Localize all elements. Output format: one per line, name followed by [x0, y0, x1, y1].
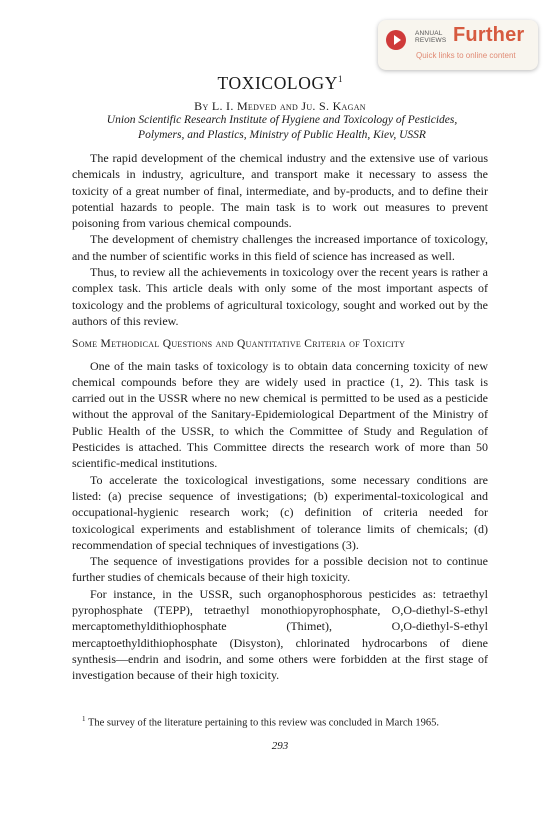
further-badge[interactable] — [378, 20, 538, 70]
paragraph: The development of chemistry challenges the increased importance of toxicology, and the number of scientific works in this field of science has increased as well. — [72, 232, 488, 263]
footnote-mark: 1 — [82, 715, 86, 723]
annual-reviews-logo — [415, 30, 446, 44]
paragraph: Thus, to review all the achievements in toxicology over the recent years is rather a complex task. This article deals with only some of the most important aspects of toxicology and the problems of agricultural toxicology, sought and worked out by the authors of this review. — [72, 265, 488, 328]
affiliation — [72, 113, 492, 143]
brand-line-annual: ANNUAL — [415, 30, 443, 37]
page-number: 293 — [271, 740, 289, 752]
article-title-text: TOXICOLOGY — [217, 73, 338, 93]
affiliation-line-1: Union Scientific Research Institute of Hygiene and Toxicology of Pesticides, — [106, 114, 458, 126]
paragraph: The rapid development of the chemical industry and the extensive use of various chemicals in industry, agriculture, and transport make it necessary to assess the toxicity of a great number of final, intermediate, and by-products, and to define their potential hazards to people. The main task is to work out measures to prevent poisoning from various chemical compounds. — [72, 151, 488, 231]
paragraph: For instance, in the USSR, such organophosphorous pesticides as: tetraethyl pyrophosphate (TEPP), tetraethyl monothiopyrophosphate, O,O-diethyl-S-ethyl mercaptomethyldithiophosphate (Thimet), O,O-diethyl-S-ethyl mercaptoethyldithiophosphate (Disyston), chlorinated hydrocarbons of diene synthesis—endrin and isodrin, and some others were forbidden at the first stage of investigation because of their high toxicity. — [72, 586, 488, 683]
article-body — [72, 150, 488, 684]
paragraph: To accelerate the toxicological investigations, some necessary conditions are listed: (a) precise sequence of investigations; (b) experimental-toxicological and occupational-hygienic research work; (c) definition of criteria needed for toxicological experiments and establishment of tolerance limits of chemicals; (d) recommendation of special techniques of investigations (3). — [72, 472, 488, 552]
further-label: Further — [453, 24, 525, 46]
footnote-text: The survey of the literature pertaining to this review was concluded in March 1965. — [87, 717, 439, 729]
article-title — [0, 73, 560, 94]
paragraph: One of the main tasks of toxicology is to obtain data concerning toxicity of new chemical compounds before they are widely used in practice (1, 2). This task is carried out in the USSR where no new chemical is permitted to be used as a pesticide without the approval of the Sanitary-Epidemiological Department of the Ministry of Public Health of the USSR, to which the Committee of Study and Regulation of Pesticides is attached. This Committee directs the research work of more than 50 scientific-medical institutions. — [72, 358, 488, 471]
footnote — [72, 712, 488, 731]
affiliation-line-2: Polymers, and Plastics, Ministry of Public Health, Kiev, USSR — [138, 129, 426, 141]
author-line: By L. I. Medved and Ju. S. Kagan — [194, 99, 366, 113]
play-icon — [386, 30, 406, 50]
brand-line-reviews: REVIEWS — [415, 37, 447, 44]
further-subtitle: Quick links to online content — [416, 51, 516, 60]
title-footnote-mark[interactable]: 1 — [337, 74, 343, 84]
section-heading: Some Methodical Questions and Quantitative Criteria of Toxicity — [72, 338, 406, 351]
paragraph: The sequence of investigations provides for a possible decision not to continue further studies of chemicals because of their high toxicity. — [72, 554, 488, 585]
